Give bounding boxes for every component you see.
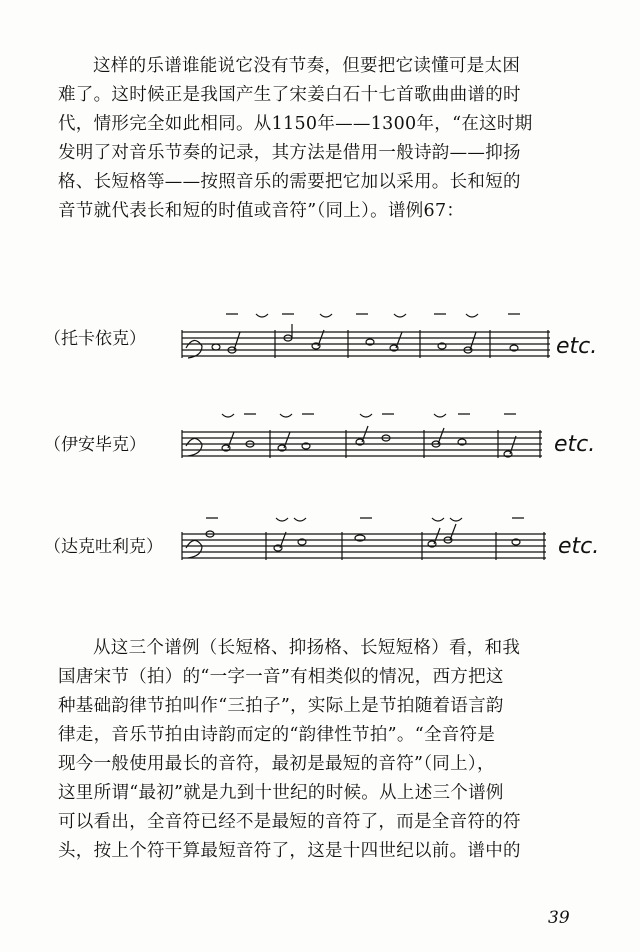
example-label: （伊安毕克） xyxy=(44,435,146,455)
text-line: 头，按上个符干算最短音符了，这是十四世纪以前。谱中的 xyxy=(58,841,521,861)
music-example-trochaic xyxy=(0,306,640,376)
text-line: 音节就代表长和短的时值或音符”（同上）。谱例67： xyxy=(58,201,465,221)
page-number: 39 xyxy=(548,908,570,928)
etc-label: etc. xyxy=(558,534,600,559)
music-staff-image xyxy=(170,512,555,582)
music-example-dactylic xyxy=(0,512,640,582)
music-staff-image xyxy=(170,408,555,478)
text-line: 律走，音乐节拍由诗韵而定的“韵律性节拍”。“全音符是 xyxy=(58,725,496,745)
text-line: 这样的乐谱谁能说它没有节奏，但要把它读懂可是太困 xyxy=(93,56,521,76)
text-line: 可以看出，全音符已经不是最短的音符了，而是全音符的符 xyxy=(58,812,521,832)
music-example-iambic xyxy=(0,408,640,478)
text-line: 格、长短格等——按照音乐的需要把它加以采用。长和短的 xyxy=(58,172,521,192)
music-staff-image xyxy=(170,306,555,376)
etc-label: etc. xyxy=(556,334,598,359)
text-line: 从这三个谱例（长短格、抑扬格、长短短格）看，和我 xyxy=(93,638,521,658)
text-line: 国唐宋节（拍）的“一字一音”有相类似的情况，西方把这 xyxy=(58,667,504,687)
text-line: 这里所谓“最初”就是九到十世纪的时候。从上述三个谱例 xyxy=(58,783,504,803)
text-line: 种基础韵律节拍叫作“三拍子”，实际上是节拍随着语言韵 xyxy=(58,696,504,716)
example-label: （托卡依克） xyxy=(44,329,146,349)
text-line: 现今一般使用最长的音符，最初是最短的音符”（同上）， xyxy=(58,754,495,774)
example-label: （达克吐利克） xyxy=(44,537,163,557)
paragraph-intro xyxy=(58,52,598,226)
etc-label: etc. xyxy=(554,432,596,457)
text-line: 代，情形完全如此相同。从1150年——1300年，“在这时期 xyxy=(58,114,533,134)
text-line: 难了。这时候正是我国产生了宋姜白石十七首歌曲曲谱的时 xyxy=(58,85,521,105)
paragraph-analysis xyxy=(58,634,598,866)
text-line: 发明了对音乐节奏的记录，其方法是借用一般诗韵——抑扬 xyxy=(58,143,521,163)
